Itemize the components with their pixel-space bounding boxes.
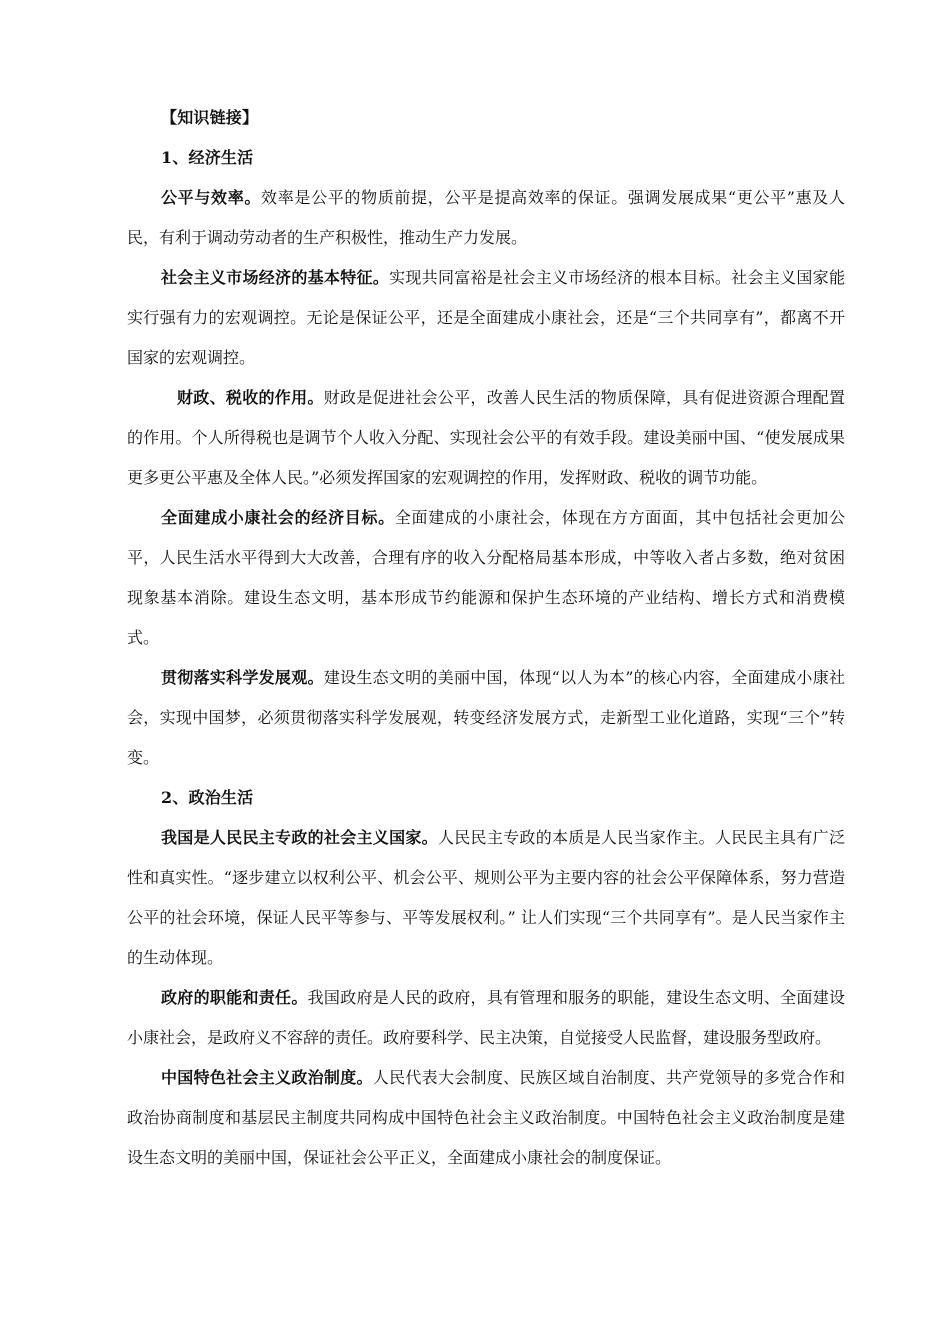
- paragraph-government-functions: [127, 978, 845, 1058]
- paragraph-lead: 我国是人民民主专政的社会主义国家。: [161, 828, 438, 847]
- paragraph-market-economy: [127, 258, 845, 378]
- document-body: [127, 98, 845, 1178]
- politics-heading: 2、政治生活: [161, 788, 254, 807]
- paragraph-lead: 社会主义市场经济的基本特征。: [161, 268, 390, 287]
- paragraph-text: 实现共同富裕是社会主义市场经济的根本目标。社会主义国家能实行强有力的宏观调控。无论是保证公平，还是全面建成小康社会，还是“三个共同享有”，都离不开国家的宏观调控。: [127, 268, 845, 367]
- paragraph-text: 全面建成的小康社会，体现在方方面面，其中包括社会更加公平，人民生活水平得到大大改善，合理有序的收入分配格局基本形成，中等收入者占多数，绝对贫困现象基本消除。建设生态文明，基本形成节约能源和保护生态环境的产业结构、增长方式和消费模式。: [127, 508, 845, 647]
- paragraph-text: 建设生态文明的美丽中国，体现“以人为本”的核心内容，全面建成小康社会，实现中国梦，必须贯彻落实科学发展观，转变经济发展方式，走新型工业化道路，实现“三个”转变。: [127, 668, 845, 767]
- paragraph-lead: 财政、税收的作用。: [177, 388, 324, 407]
- section-title: 【知识链接】: [161, 108, 259, 127]
- economy-heading: 1、经济生活: [161, 148, 254, 167]
- paragraph-scientific-development: [127, 658, 845, 778]
- paragraph-text: 我国政府是人民的政府，具有管理和服务的职能，建设生态文明、全面建设小康社会，是政府义不容辞的责任。政府要科学、民主决策，自觉接受人民监督，建设服务型政府。: [127, 988, 845, 1047]
- paragraph-lead: 公平与效率。: [161, 188, 262, 207]
- paragraph-economic-goal: [127, 498, 845, 658]
- paragraph-political-system: [127, 1058, 845, 1178]
- paragraph-text: 人民民主专政的本质是人民当家作主。人民民主具有广泛性和真实性。“逐步建立以权利公平、机会公平、规则公平为主要内容的社会公平保障体系，努力营造公平的社会环境，保证人民平等参与、平等发展权利。” 让人们实现“三个共同享有”。是人民当家作主的生动体现。: [127, 828, 845, 967]
- paragraph-peoples-democracy: [127, 818, 845, 978]
- paragraph-text: 效率是公平的物质前提，公平是提高效率的保证。强调发展成果“更公平”惠及人民，有利于调动劳动者的生产积极性，推动生产力发展。: [127, 188, 845, 247]
- paragraph-text: 人民代表大会制度、民族区域自治制度、共产党领导的多党合作和政治协商制度和基层民主制度共同构成中国特色社会主义政治制度。中国特色社会主义政治制度是建设生态文明的美丽中国，保证社会公平正义，全面建成小康社会的制度保证。: [127, 1068, 845, 1167]
- paragraph-fairness-efficiency: [127, 178, 845, 258]
- paragraph-fiscal-tax: [127, 378, 845, 498]
- paragraph-text: 财政是促进社会公平，改善人民生活的物质保障，具有促进资源合理配置的作用。个人所得税也是调节个人收入分配、实现社会公平的有效手段。建设美丽中国、“使发展成果更多更公平惠及全体人民。”必须发挥国家的宏观调控的作用，发挥财政、税收的调节功能。: [127, 388, 845, 487]
- paragraph-lead: 政府的职能和责任。: [161, 988, 308, 1007]
- paragraph-lead: 贯彻落实科学发展观。: [161, 668, 324, 687]
- paragraph-lead: 中国特色社会主义政治制度。: [161, 1068, 373, 1087]
- paragraph-lead: 全面建成小康社会的经济目标。: [161, 508, 395, 527]
